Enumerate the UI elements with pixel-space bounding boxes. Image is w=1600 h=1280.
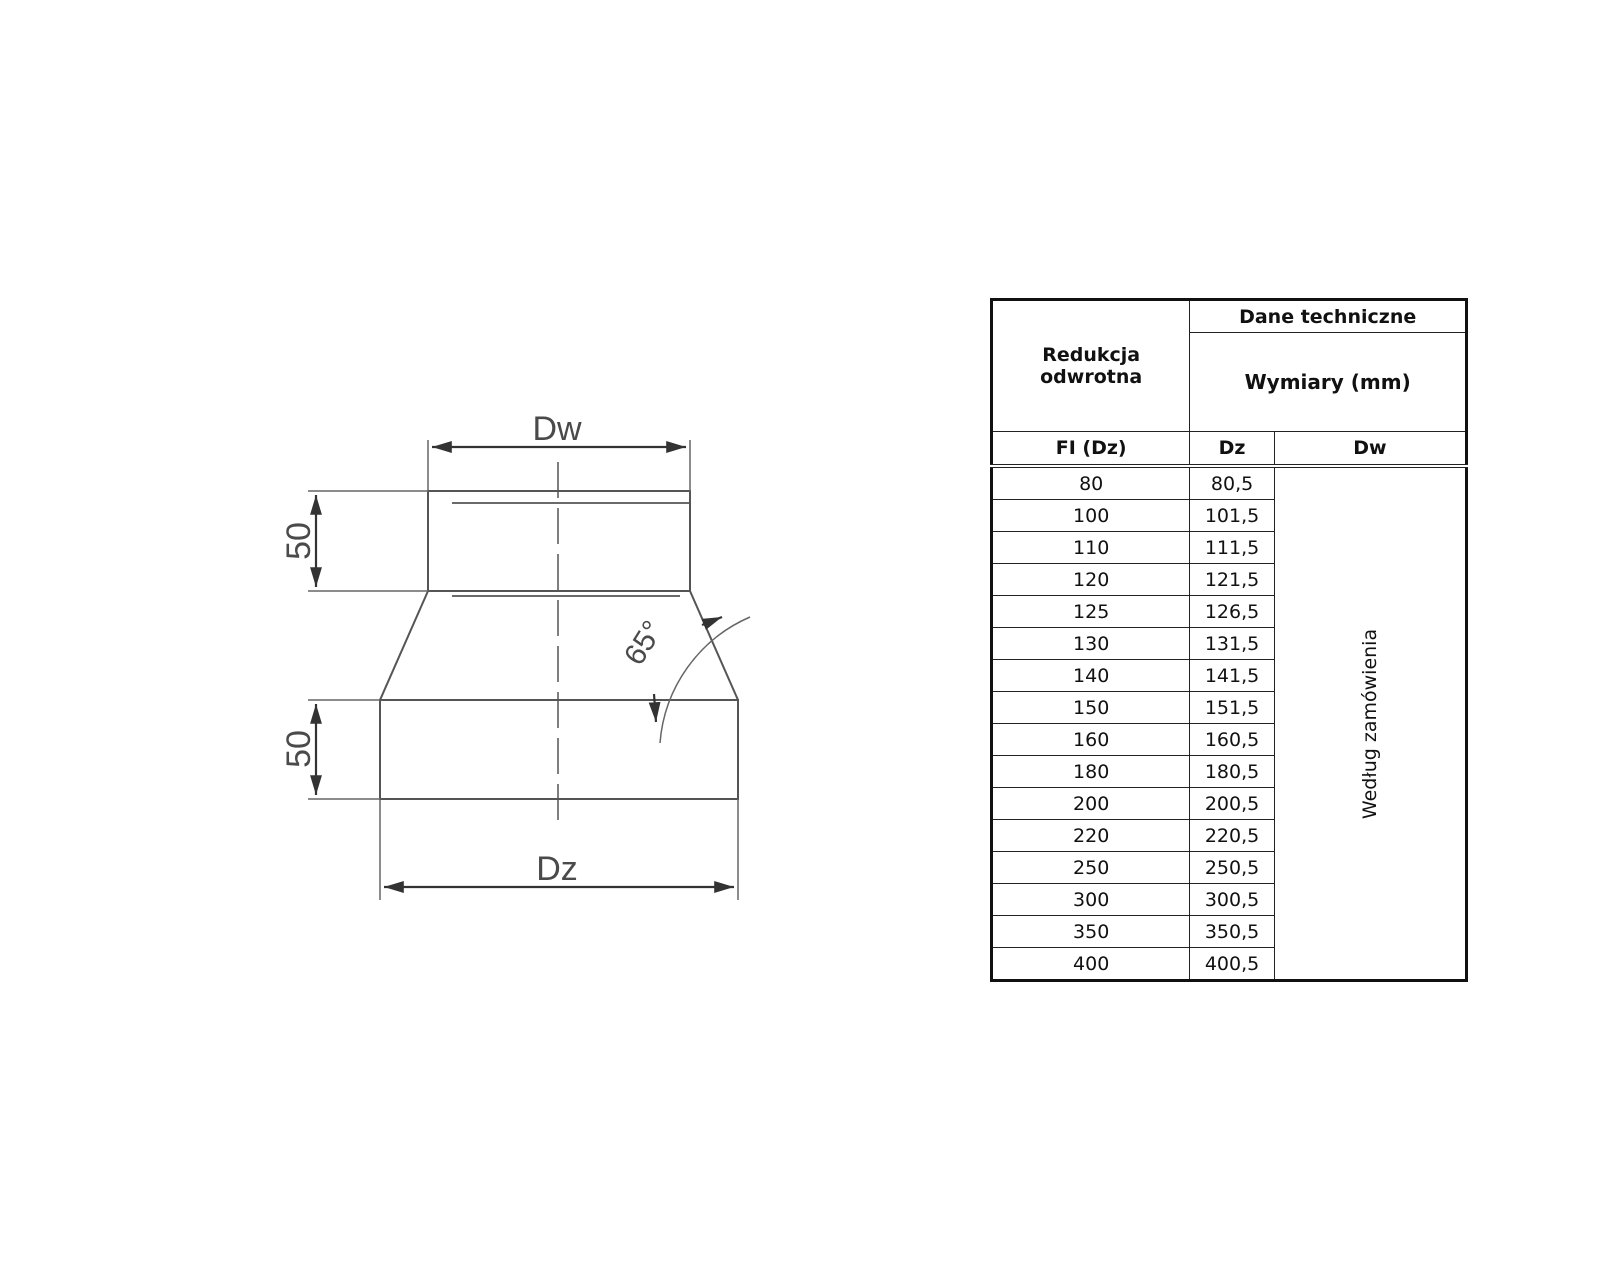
fi-cell: 120 [992,564,1190,596]
dz-cell: 180,5 [1190,756,1274,788]
dz-cell: 111,5 [1190,532,1274,564]
fi-cell: 140 [992,660,1190,692]
fi-cell: 80 [992,466,1190,500]
dw-label: Dw [532,410,582,448]
dz-cell: 151,5 [1190,692,1274,724]
table-row [992,466,1467,500]
cone-right-edge [690,591,738,700]
dz-cell: 131,5 [1190,628,1274,660]
cone-left-edge [380,591,428,700]
dz-cell: 121,5 [1190,564,1274,596]
dz-cell: 400,5 [1190,948,1274,981]
dz-cell: 220,5 [1190,820,1274,852]
dz-cell: 160,5 [1190,724,1274,756]
column-header-dw: Dw [1274,432,1466,467]
fi-cell: 160 [992,724,1190,756]
bottom-collar [380,700,738,799]
top-collar [428,491,690,591]
column-header-fi: FI (Dz) [992,432,1190,467]
fi-cell: 100 [992,500,1190,532]
fi-cell: 400 [992,948,1190,981]
fi-cell: 125 [992,596,1190,628]
sub-header: Wymiary (mm) [1190,333,1467,432]
dz-cell: 141,5 [1190,660,1274,692]
fi-cell: 130 [992,628,1190,660]
technical-data-table [990,298,1468,982]
dw-note-cell [1274,466,1466,981]
fi-cell: 150 [992,692,1190,724]
dz-cell: 80,5 [1190,466,1274,500]
dz-cell: 250,5 [1190,852,1274,884]
dz-cell: 350,5 [1190,916,1274,948]
dw-note: Według zamówienia [1358,628,1381,819]
fi-cell: 350 [992,916,1190,948]
group-header: Dane techniczne [1190,300,1467,333]
column-header-dz: Dz [1190,432,1274,467]
angle-label: 65° [617,614,670,671]
fi-cell: 180 [992,756,1190,788]
height-bottom-label: 50 [280,730,318,768]
height-top-label: 50 [280,522,318,560]
dz-label: Dz [536,850,578,888]
table-title: Redukcja odwrotna [992,300,1190,432]
dz-cell: 300,5 [1190,884,1274,916]
fi-cell: 220 [992,820,1190,852]
fi-cell: 300 [992,884,1190,916]
dz-cell: 101,5 [1190,500,1274,532]
fi-cell: 250 [992,852,1190,884]
fi-cell: 110 [992,532,1190,564]
angle-arc [660,617,750,743]
fi-cell: 200 [992,788,1190,820]
dz-cell: 200,5 [1190,788,1274,820]
dz-cell: 126,5 [1190,596,1274,628]
